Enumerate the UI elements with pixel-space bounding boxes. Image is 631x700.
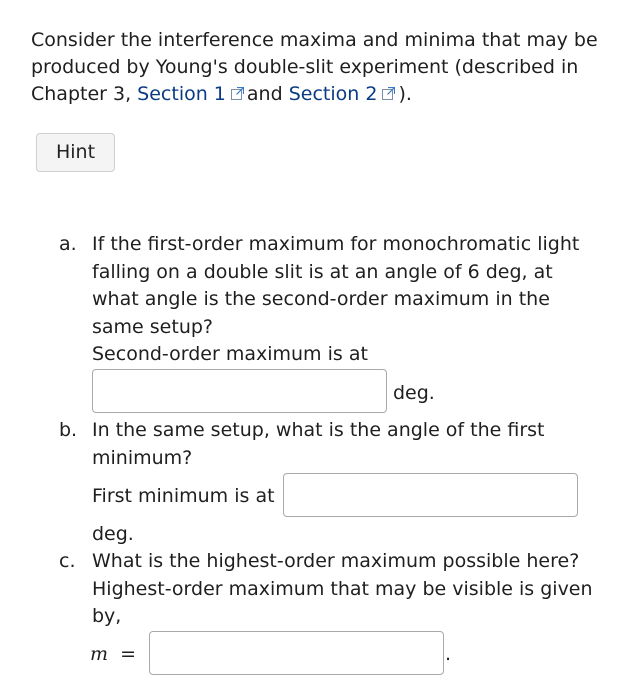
question-c-text: What is the highest-order maximum possible here? Highest-order maximum that may be visible is given by, [92, 550, 593, 627]
question-a-prompt: Second-order maximum is at [92, 343, 368, 365]
question-b-marker: b. [59, 419, 78, 441]
question-c-suffix: . [445, 643, 452, 665]
second-order-maximum-input[interactable] [92, 369, 387, 413]
question-b-unit: deg. [92, 523, 134, 545]
intro-text-end: ). [398, 83, 412, 105]
m-equals-label [90, 641, 136, 669]
question-b-text: In the same setup, what is the angle of the first minimum? [92, 419, 545, 469]
section-1-link[interactable]: Section 1 [137, 83, 226, 105]
section-2-link[interactable]: Section 2 [288, 83, 378, 105]
question-b-prompt: First minimum is at [92, 485, 275, 507]
equals-sign: = [120, 643, 137, 665]
question-a-text: If the first-order maximum for monochromatic light falling on a double slit is at an angle of 6 deg, at what angle is the second-order maximum in the same setup? [92, 233, 580, 338]
external-link-icon[interactable] [226, 83, 247, 105]
question-c-marker: c. [59, 550, 76, 572]
m-variable: m [90, 643, 109, 665]
question-a-marker: a. [59, 233, 77, 255]
intro-paragraph [31, 27, 611, 108]
intro-text: Consider the interference maxima and minima that may be produced by Young's double-slit experiment (described in Chapter 3, [31, 29, 598, 105]
question-a-unit: deg. [393, 382, 435, 404]
highest-order-maximum-input[interactable] [149, 631, 444, 675]
first-minimum-input[interactable] [283, 473, 578, 517]
external-link-icon[interactable] [377, 83, 398, 105]
hint-button[interactable]: Hint [36, 133, 115, 172]
intro-text-and: and [246, 83, 289, 105]
